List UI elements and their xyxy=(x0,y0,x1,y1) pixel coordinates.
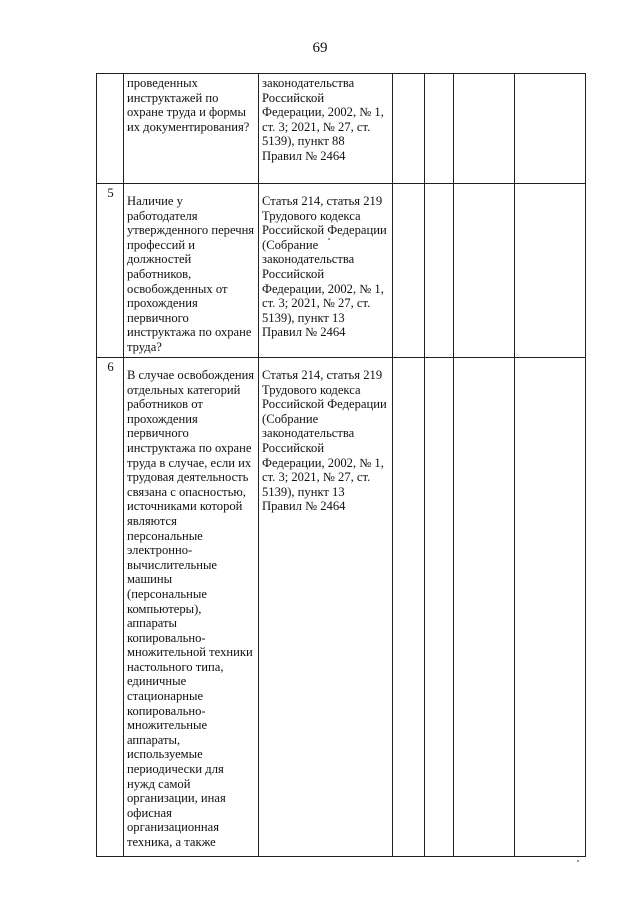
row-number: 6 xyxy=(97,358,124,857)
table-row xyxy=(97,74,586,184)
row-number xyxy=(97,74,124,184)
notes-cell[interactable] xyxy=(515,358,586,857)
requirement-question: Наличие у работодателя утвержденного перечня профессий и должностей работников, освобожденных от прохождения первичного инструктажа по охране труда? xyxy=(124,184,259,358)
answer-no-cell[interactable] xyxy=(425,358,454,857)
answer-yes-cell[interactable] xyxy=(393,74,425,184)
requirement-question: В случае освобождения отдельных категорий работников от прохождения первичного инструктажа по охране труда в случае, если их трудовая деятельность связана с опасностью, источниками которой являются персональные электронно- вычислительные машины (персональные компьютеры), аппараты копировально- множительной техники настольного типа, единичные стационарные копировально- множительные аппараты, используемые периодически для нужд самой организации, иная офисная организационная техника, а также xyxy=(124,358,259,857)
table-row xyxy=(97,358,586,857)
legal-reference: Статья 214, статья 219 Трудового кодекса Российской Федерации (Собрание законодательства Российской Федерации, 2002, № 1, ст. 3; 2021, № 27, ст. 5139), пункт 13 Правил № 2464 xyxy=(259,358,393,857)
answer-no-cell[interactable] xyxy=(425,184,454,358)
scan-artifact xyxy=(328,238,330,240)
row-number: 5 xyxy=(97,184,124,358)
not-applicable-cell[interactable] xyxy=(454,74,515,184)
answer-no-cell[interactable] xyxy=(425,74,454,184)
checklist-table xyxy=(96,73,586,857)
page-number: 69 xyxy=(312,40,328,56)
answer-yes-cell[interactable] xyxy=(393,184,425,358)
scan-artifact xyxy=(577,860,579,862)
answer-yes-cell[interactable] xyxy=(393,358,425,857)
legal-reference: законодательства Российской Федерации, 2002, № 1, ст. 3; 2021, № 27, ст. 5139), пункт 88 Правил № 2464 xyxy=(259,74,393,184)
notes-cell[interactable] xyxy=(515,74,586,184)
table-row xyxy=(97,184,586,358)
not-applicable-cell[interactable] xyxy=(454,184,515,358)
legal-reference: Статья 214, статья 219 Трудового кодекса Российской Федерации (Собрание законодательства Российской Федерации, 2002, № 1, ст. 3; 2021, № 27, ст. 5139), пункт 13 Правил № 2464 xyxy=(259,184,393,358)
not-applicable-cell[interactable] xyxy=(454,358,515,857)
requirement-question: проведенных инструктажей по охране труда и формы их документирования? xyxy=(124,74,259,184)
notes-cell[interactable] xyxy=(515,184,586,358)
